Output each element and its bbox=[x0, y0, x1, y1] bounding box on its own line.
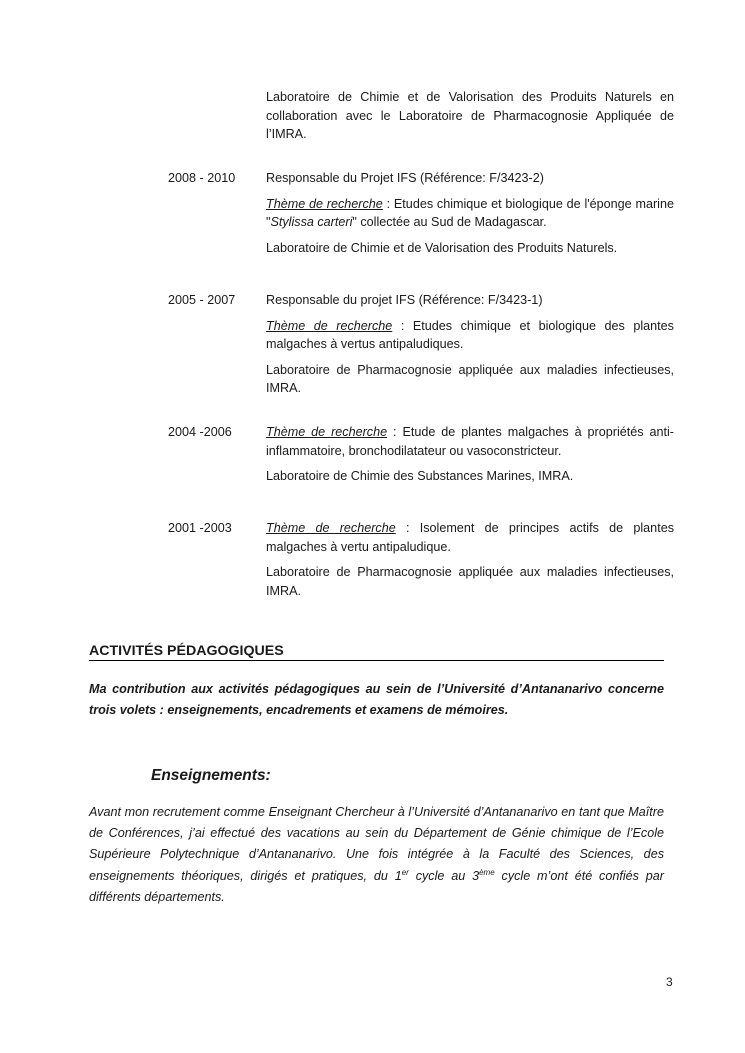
theme-label: Thème de recherche bbox=[266, 425, 388, 439]
theme-label: Thème de recherche bbox=[266, 196, 383, 211]
section-title: ACTIVITÉS PÉDAGOGIQUES bbox=[89, 642, 664, 661]
entry-lab: Laboratoire de Chimie et de Valorisation des Produits Naturels. bbox=[266, 240, 618, 255]
entry-1 bbox=[266, 169, 674, 257]
entry-lab: Laboratoire de Chimie des Substances Marines, IMRA. bbox=[266, 469, 574, 483]
entry-lab: Laboratoire de Pharmacognosie appliquée aux maladies infectieuses, IMRA. bbox=[266, 362, 674, 395]
superscript-er: er bbox=[401, 867, 409, 877]
theme-label: Thème de recherche bbox=[266, 318, 393, 333]
entry-year: 2005 - 2007 bbox=[168, 293, 236, 307]
entry-year: 2004 -2006 bbox=[168, 425, 232, 439]
para-part-a: Avant mon recrutement comme Enseignant Chercheur à l’Université d’Antananarivo en tant que Maître de Conférences, j’ai effectué des vacations au sein du Département de Génie chimique de l’Ecole Supérieure Polytechnique d’Antananarivo. Une fois intégrée à la Faculté des Sciences, des enseignements théoriques, dirigés et pratiques, du 1 bbox=[89, 805, 664, 883]
theme-text: : Etudes chimique et biologique de l'éponge marine " bbox=[266, 196, 674, 229]
superscript-eme: ème bbox=[479, 867, 495, 877]
entry-theme bbox=[266, 317, 674, 354]
entry-year: 2008 - 2010 bbox=[168, 171, 236, 185]
theme-text: : Etude de plantes malgaches à propriétés anti-inflammatoire, bronchodilatateur ou vasoconstricteur. bbox=[266, 425, 674, 458]
entry-3 bbox=[266, 423, 674, 486]
para-part-c: cycle m’ont été confiés par différents départements. bbox=[89, 868, 665, 904]
theme-text: : Isolement de principes actifs de plantes malgaches à vertu antipaludique. bbox=[266, 521, 674, 554]
entry-lab: Laboratoire de Pharmacognosie appliquée aux maladies infectieuses, IMRA. bbox=[266, 565, 674, 598]
theme-label: Thème de recherche bbox=[266, 521, 396, 535]
page-number: 3 bbox=[666, 975, 673, 989]
entry-top-lab: Laboratoire de Chimie et de Valorisation des Produits Naturels en collaboration avec le Laboratoire de Pharmacognosie Appliquée de l’IMRA. bbox=[266, 90, 674, 141]
species-name: Stylissa carteri bbox=[270, 215, 353, 229]
teaching-paragraph bbox=[89, 802, 664, 908]
subheading: Enseignements: bbox=[151, 767, 271, 784]
entry-year: 2001 -2003 bbox=[168, 521, 232, 535]
entry-title: Responsable du projet IFS (Référence: F/3423-1) bbox=[266, 293, 543, 307]
para-part-b: cycle au 3 bbox=[408, 868, 480, 883]
section-intro: Ma contribution aux activités pédagogiques au sein de l’Université d’Antananarivo concerne trois volets : enseignements, encadrements et examens de mémoires. bbox=[89, 682, 664, 717]
entry-title: Responsable du Projet IFS (Référence: F/3423-2) bbox=[266, 171, 544, 185]
entry-4 bbox=[266, 519, 674, 600]
theme-text-end: " collectée au Sud de Madagascar. bbox=[352, 215, 547, 229]
entry-theme bbox=[266, 423, 674, 460]
theme-text: : Etudes chimique et biologique des plantes malgaches à vertus antipaludiques. bbox=[266, 318, 674, 351]
entry-theme bbox=[266, 195, 674, 232]
entry-top-lab-block bbox=[266, 88, 674, 144]
entry-2 bbox=[266, 291, 674, 398]
entry-theme bbox=[266, 519, 674, 556]
